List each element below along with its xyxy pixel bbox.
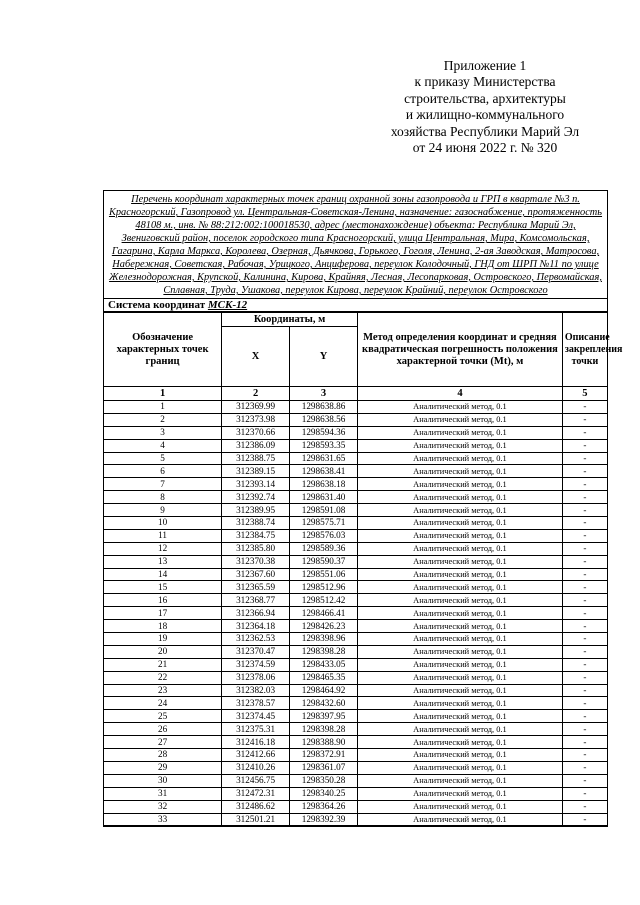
header-method: Метод определения координат и средняя квадратическая погрешность положения характерной точки (Mt), м xyxy=(358,313,563,387)
point-number: 4 xyxy=(104,439,222,452)
coord-y: 1298466.41 xyxy=(290,607,358,620)
coord-x: 312382.03 xyxy=(222,684,290,697)
coord-y: 1298340.25 xyxy=(290,787,358,800)
method-cell: Аналитический метод, 0.1 xyxy=(358,761,563,774)
coord-x: 312456.75 xyxy=(222,774,290,787)
column-number: 5 xyxy=(562,387,607,401)
column-number: 2 xyxy=(222,387,290,401)
table-row xyxy=(104,658,607,671)
coord-x: 312378.06 xyxy=(222,671,290,684)
description-cell: - xyxy=(562,749,607,762)
point-number: 33 xyxy=(104,813,222,826)
method-cell: Аналитический метод, 0.1 xyxy=(358,568,563,581)
description-cell: - xyxy=(562,736,607,749)
method-cell: Аналитический метод, 0.1 xyxy=(358,671,563,684)
point-number: 10 xyxy=(104,517,222,530)
point-number: 2 xyxy=(104,413,222,426)
table-row xyxy=(104,736,607,749)
coordinate-system-table xyxy=(104,298,607,312)
method-cell: Аналитический метод, 0.1 xyxy=(358,581,563,594)
coord-x: 312385.80 xyxy=(222,542,290,555)
coordinate-system xyxy=(104,299,607,312)
table-row xyxy=(104,581,607,594)
table-row xyxy=(104,594,607,607)
appendix-line: от 24 июня 2022 г. № 320 xyxy=(412,140,558,156)
method-cell: Аналитический метод, 0.1 xyxy=(358,452,563,465)
method-cell: Аналитический метод, 0.1 xyxy=(358,633,563,646)
description-cell: - xyxy=(562,620,607,633)
coord-x: 312362.53 xyxy=(222,633,290,646)
coord-x: 312369.99 xyxy=(222,401,290,414)
coord-y: 1298465.35 xyxy=(290,671,358,684)
description-cell: - xyxy=(562,529,607,542)
coord-y: 1298590.37 xyxy=(290,555,358,568)
description-cell: - xyxy=(562,478,607,491)
table-row xyxy=(104,555,607,568)
coord-x: 312374.45 xyxy=(222,710,290,723)
object-description: Перечень координат характерных точек границ охранной зоны газопровода и ГРП в квартале №3 п. Красногорский, Газопровод ул. Центральная-Советская-Ленина, назначение: газоснабжение, протяженность 48108 м., инв. № 88:212:002:100018530, адрес (местонахождение) объекта: Республика Марий Эл, Звениговский район, поселок городского типа Красногорский, улица Центральная, Мира, Комсомольская, Гагарина, Карла Маркса, Королева, Озерная, Дьячкова, Горького, Гоголя, Ленина, 2-ая Заводская, Матросова, Набережная, Советская, Рабочая, Урицкого, Анциферова, переулок Колодочный, ГНД от ШРП №11 по улице Железнодорожная, Крупской, Калинина, Кирова, Крайняя, Лесная, Лесопарковая, Островского, Первомайская, Сплавная, Труда, Ушакова, переулок Кирова, переулок Крайний, переулок Островского xyxy=(108,194,603,296)
point-number: 14 xyxy=(104,568,222,581)
coord-y: 1298512.42 xyxy=(290,594,358,607)
coord-x: 312393.14 xyxy=(222,478,290,491)
method-cell: Аналитический метод, 0.1 xyxy=(358,658,563,671)
table-row xyxy=(104,439,607,452)
description-cell: - xyxy=(562,426,607,439)
coord-y: 1298388.90 xyxy=(290,736,358,749)
coord-x: 312374.59 xyxy=(222,658,290,671)
method-cell: Аналитический метод, 0.1 xyxy=(358,401,563,414)
coord-x: 312366.94 xyxy=(222,607,290,620)
coord-y: 1298512.96 xyxy=(290,581,358,594)
point-number: 5 xyxy=(104,452,222,465)
table-row xyxy=(104,401,607,414)
method-cell: Аналитический метод, 0.1 xyxy=(358,413,563,426)
point-number: 31 xyxy=(104,787,222,800)
table-row xyxy=(104,568,607,581)
coord-x: 312412.66 xyxy=(222,749,290,762)
coord-y: 1298631.65 xyxy=(290,452,358,465)
description-cell: - xyxy=(562,439,607,452)
method-cell: Аналитический метод, 0.1 xyxy=(358,517,563,530)
point-number: 1 xyxy=(104,401,222,414)
description-cell: - xyxy=(562,555,607,568)
point-number: 32 xyxy=(104,800,222,813)
point-number: 13 xyxy=(104,555,222,568)
table-row xyxy=(104,671,607,684)
coord-y: 1298372.91 xyxy=(290,749,358,762)
method-cell: Аналитический метод, 0.1 xyxy=(358,697,563,710)
coord-x: 312375.31 xyxy=(222,723,290,736)
coord-y: 1298392.39 xyxy=(290,813,358,826)
point-number: 19 xyxy=(104,633,222,646)
header-x: X xyxy=(222,327,290,387)
coord-y: 1298398.28 xyxy=(290,645,358,658)
point-number: 28 xyxy=(104,749,222,762)
description-cell: - xyxy=(562,723,607,736)
description-cell: - xyxy=(562,645,607,658)
coord-y: 1298433.05 xyxy=(290,658,358,671)
table-row xyxy=(104,517,607,530)
table-row xyxy=(104,478,607,491)
coord-y: 1298398.28 xyxy=(290,723,358,736)
method-cell: Аналитический метод, 0.1 xyxy=(358,723,563,736)
appendix-header xyxy=(365,58,605,156)
method-cell: Аналитический метод, 0.1 xyxy=(358,426,563,439)
coord-x: 312365.59 xyxy=(222,581,290,594)
coord-x: 312370.66 xyxy=(222,426,290,439)
description-cell: - xyxy=(562,542,607,555)
coord-x: 312486.62 xyxy=(222,800,290,813)
coord-x: 312410.26 xyxy=(222,761,290,774)
coord-y: 1298432.60 xyxy=(290,697,358,710)
description-cell: - xyxy=(562,594,607,607)
coord-y: 1298638.18 xyxy=(290,478,358,491)
description-cell: - xyxy=(562,813,607,826)
table-row xyxy=(104,749,607,762)
coordinates-table xyxy=(104,312,623,826)
description-cell: - xyxy=(562,761,607,774)
appendix-line: к приказу Министерства xyxy=(414,74,556,90)
coord-x: 312378.57 xyxy=(222,697,290,710)
column-number: 3 xyxy=(290,387,358,401)
coord-y: 1298551.06 xyxy=(290,568,358,581)
method-cell: Аналитический метод, 0.1 xyxy=(358,607,563,620)
method-cell: Аналитический метод, 0.1 xyxy=(358,620,563,633)
description-cell: - xyxy=(562,671,607,684)
point-number: 9 xyxy=(104,504,222,517)
coord-x: 312388.74 xyxy=(222,517,290,530)
coord-y: 1298426.23 xyxy=(290,620,358,633)
coord-y: 1298398.96 xyxy=(290,633,358,646)
point-number: 29 xyxy=(104,761,222,774)
table-row xyxy=(104,426,607,439)
table-row xyxy=(104,413,607,426)
coord-y: 1298638.56 xyxy=(290,413,358,426)
method-cell: Аналитический метод, 0.1 xyxy=(358,529,563,542)
point-number: 15 xyxy=(104,581,222,594)
coordinate-system-label: Система координат xyxy=(108,298,206,311)
description-cell: - xyxy=(562,401,607,414)
appendix-line: строительства, архитектуры xyxy=(404,90,566,106)
table-row xyxy=(104,542,607,555)
description-cell: - xyxy=(562,710,607,723)
method-cell: Аналитический метод, 0.1 xyxy=(358,645,563,658)
header-point: Обозначение характерных точек границ xyxy=(104,313,222,387)
coord-x: 312388.75 xyxy=(222,452,290,465)
method-cell: Аналитический метод, 0.1 xyxy=(358,465,563,478)
table-row xyxy=(104,452,607,465)
coord-x: 312364.18 xyxy=(222,620,290,633)
description-cell: - xyxy=(562,568,607,581)
description-cell: - xyxy=(562,504,607,517)
description-cell: - xyxy=(562,774,607,787)
table-row xyxy=(104,504,607,517)
column-number: 4 xyxy=(358,387,563,401)
method-cell: Аналитический метод, 0.1 xyxy=(358,542,563,555)
appendix-line: и жилищно-коммунального xyxy=(405,107,565,123)
coord-x: 312367.60 xyxy=(222,568,290,581)
coord-y: 1298361.07 xyxy=(290,761,358,774)
description-cell: - xyxy=(562,787,607,800)
coord-y: 1298594.36 xyxy=(290,426,358,439)
appendix-line: хозяйства Республики Марий Эл xyxy=(390,123,580,139)
point-number: 16 xyxy=(104,594,222,607)
point-number: 26 xyxy=(104,723,222,736)
point-number: 30 xyxy=(104,774,222,787)
table-row xyxy=(104,607,607,620)
coord-y: 1298638.86 xyxy=(290,401,358,414)
point-number: 3 xyxy=(104,426,222,439)
description-cell: - xyxy=(562,633,607,646)
method-cell: Аналитический метод, 0.1 xyxy=(358,594,563,607)
table-row xyxy=(104,684,607,697)
coordinate-system-value: МСК-12 xyxy=(207,298,248,311)
coord-y: 1298631.40 xyxy=(290,491,358,504)
coord-y: 1298591.08 xyxy=(290,504,358,517)
coord-x: 312368.77 xyxy=(222,594,290,607)
coord-y: 1298397.95 xyxy=(290,710,358,723)
point-number: 25 xyxy=(104,710,222,723)
description-cell: - xyxy=(562,581,607,594)
coord-y: 1298576.03 xyxy=(290,529,358,542)
table-row xyxy=(104,723,607,736)
table-row xyxy=(104,491,607,504)
table-row xyxy=(104,761,607,774)
coord-x: 312392.74 xyxy=(222,491,290,504)
description-cell: - xyxy=(562,517,607,530)
point-number: 12 xyxy=(104,542,222,555)
method-cell: Аналитический метод, 0.1 xyxy=(358,555,563,568)
table-row xyxy=(104,697,607,710)
header-description: Описание закрепления точки xyxy=(562,313,607,387)
coord-y: 1298589.36 xyxy=(290,542,358,555)
description-cell: - xyxy=(562,697,607,710)
coord-y: 1298593.35 xyxy=(290,439,358,452)
point-number: 6 xyxy=(104,465,222,478)
method-cell: Аналитический метод, 0.1 xyxy=(358,710,563,723)
coord-x: 312373.98 xyxy=(222,413,290,426)
method-cell: Аналитический метод, 0.1 xyxy=(358,736,563,749)
table-row xyxy=(104,465,607,478)
description-cell: - xyxy=(562,413,607,426)
point-number: 8 xyxy=(104,491,222,504)
coord-y: 1298575.71 xyxy=(290,517,358,530)
description-cell: - xyxy=(562,491,607,504)
method-cell: Аналитический метод, 0.1 xyxy=(358,813,563,826)
point-number: 24 xyxy=(104,697,222,710)
header-coords: Координаты, м xyxy=(222,313,358,327)
table-row xyxy=(104,620,607,633)
table-row xyxy=(104,645,607,658)
description-cell: - xyxy=(562,658,607,671)
coord-x: 312386.09 xyxy=(222,439,290,452)
method-cell: Аналитический метод, 0.1 xyxy=(358,439,563,452)
point-number: 27 xyxy=(104,736,222,749)
coord-x: 312384.75 xyxy=(222,529,290,542)
method-cell: Аналитический метод, 0.1 xyxy=(358,491,563,504)
point-number: 22 xyxy=(104,671,222,684)
method-cell: Аналитический метод, 0.1 xyxy=(358,684,563,697)
coord-x: 312370.38 xyxy=(222,555,290,568)
method-cell: Аналитический метод, 0.1 xyxy=(358,800,563,813)
method-cell: Аналитический метод, 0.1 xyxy=(358,478,563,491)
method-cell: Аналитический метод, 0.1 xyxy=(358,774,563,787)
coord-y: 1298364.26 xyxy=(290,800,358,813)
table-row xyxy=(104,787,607,800)
table-row xyxy=(104,813,607,826)
point-number: 20 xyxy=(104,645,222,658)
description-cell: - xyxy=(562,452,607,465)
coord-y: 1298350.28 xyxy=(290,774,358,787)
description-cell: - xyxy=(562,800,607,813)
method-cell: Аналитический метод, 0.1 xyxy=(358,749,563,762)
table-row xyxy=(104,633,607,646)
coord-x: 312472.31 xyxy=(222,787,290,800)
table-row xyxy=(104,800,607,813)
appendix-line: Приложение 1 xyxy=(443,58,527,73)
coord-x: 312501.21 xyxy=(222,813,290,826)
coord-y: 1298638.41 xyxy=(290,465,358,478)
coord-x: 312389.15 xyxy=(222,465,290,478)
column-number: 1 xyxy=(104,387,222,401)
point-number: 7 xyxy=(104,478,222,491)
point-number: 18 xyxy=(104,620,222,633)
point-number: 23 xyxy=(104,684,222,697)
table-row xyxy=(104,774,607,787)
coord-y: 1298464.92 xyxy=(290,684,358,697)
description-cell: - xyxy=(562,465,607,478)
point-number: 17 xyxy=(104,607,222,620)
method-cell: Аналитический метод, 0.1 xyxy=(358,787,563,800)
coordinates-document xyxy=(103,190,623,827)
header-y: Y xyxy=(290,327,358,387)
description-cell: - xyxy=(562,684,607,697)
table-row xyxy=(104,710,607,723)
coord-x: 312416.18 xyxy=(222,736,290,749)
method-cell: Аналитический метод, 0.1 xyxy=(358,504,563,517)
coord-x: 312389.95 xyxy=(222,504,290,517)
point-number: 11 xyxy=(104,529,222,542)
table-row xyxy=(104,529,607,542)
coord-x: 312370.47 xyxy=(222,645,290,658)
description-cell: - xyxy=(562,607,607,620)
point-number: 21 xyxy=(104,658,222,671)
